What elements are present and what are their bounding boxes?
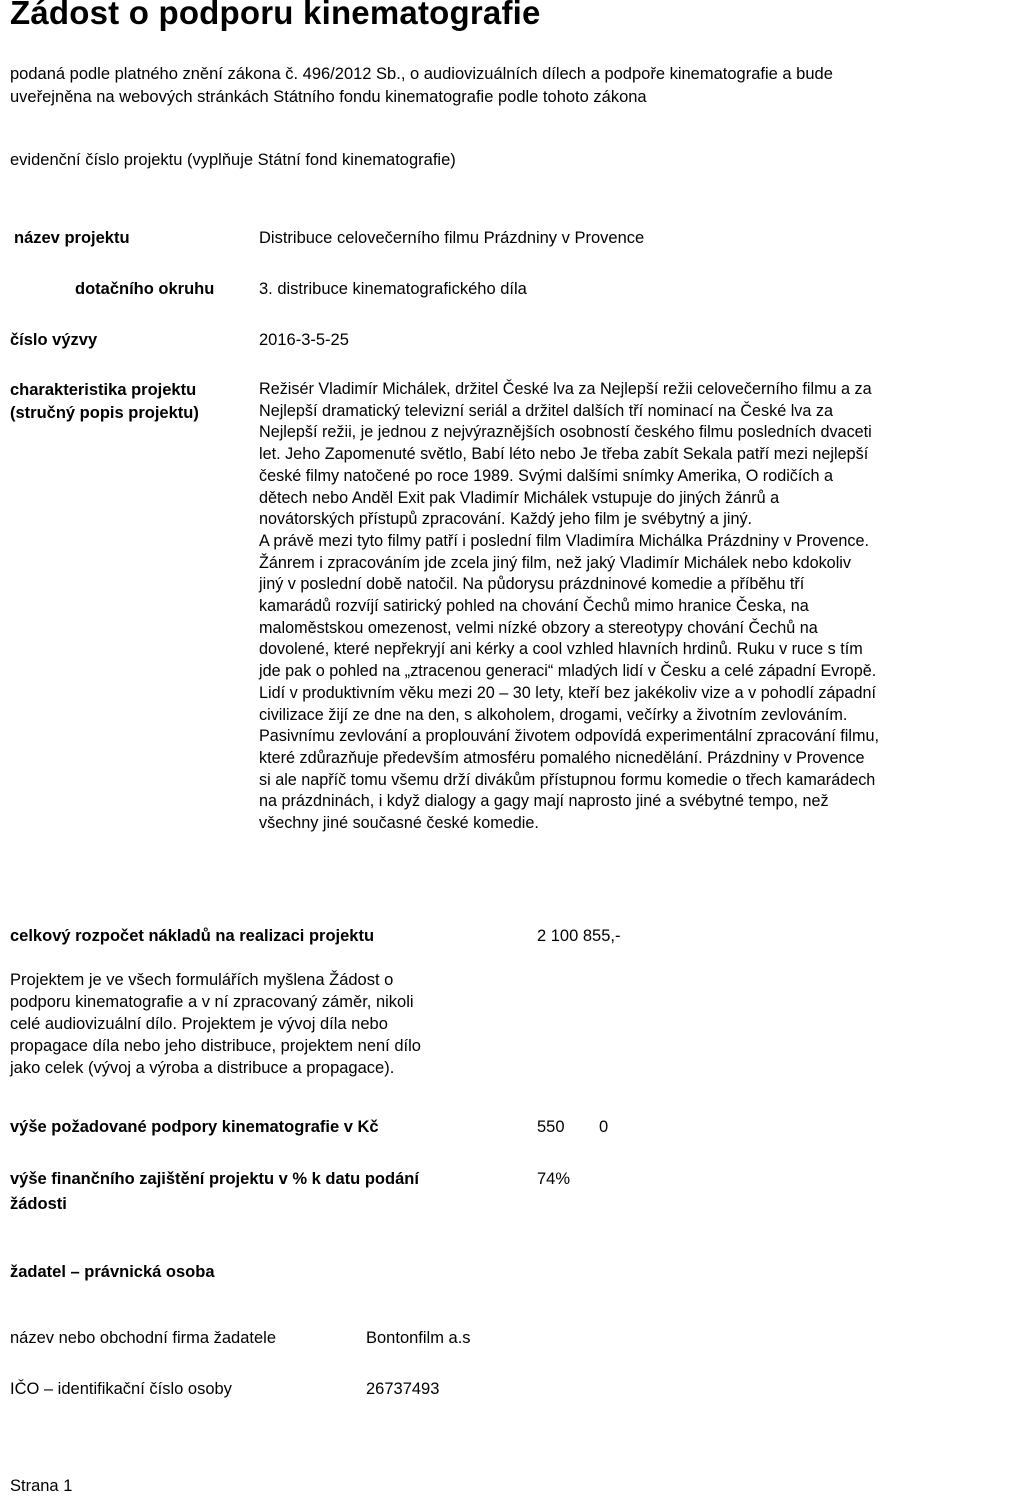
intro-line: uveřejněna na webových stránkách Státního fondu kinematografie podle tohoto zákona — [10, 88, 647, 106]
characteristics-sublabel: (stručný popis projektu) — [10, 404, 199, 422]
characteristics-line: české filmy natočené po roce 1989. Svými dalšími snímky Amerika, O rodičích a — [259, 466, 833, 485]
characteristics-line: novátorských přístupů zpracování. Každý jeho film je svébytný a jiný. — [259, 510, 753, 529]
grant-area-label: dotačního okruhu — [75, 280, 215, 298]
characteristics-line: kamarádů rozvíjí satirický pohled na chování Čechů mimo hranice Česka, na — [259, 597, 809, 616]
ico-value: 26737493 — [366, 1380, 440, 1398]
project-name-label: název projektu — [14, 229, 130, 247]
characteristics-line: dovolené, které nepřekryjí ani kérky a cool vzhled hlavních hrdinů. Ruku v ruce s tím — [259, 640, 863, 659]
project-name-value: Distribuce celovečerního filmu Prázdniny v Provence — [259, 229, 645, 247]
document-title: Zádost o podporu kinematografie — [10, 0, 541, 31]
call-number-label: číslo výzvy — [10, 331, 98, 349]
characteristics-line: civilizace žijí ze dne na den, s alkoholem, drogami, večírky a životním zevlováním. — [259, 705, 848, 724]
requested-support-value-part: 0 — [599, 1118, 609, 1136]
characteristics-line: na prázdninách, i když dialogy a gagy mají naprosto jiné a svébytné tempo, než — [259, 792, 829, 811]
project-note-paragraph — [10, 969, 421, 1079]
grant-area-value: 3. distribuce kinematografického díla — [259, 280, 527, 298]
characteristics-line: Nejlepší dramatický televizní seriál a držitel dalších tří nominací na České lva za — [259, 401, 833, 420]
characteristics-line: A právě mezi tyto filmy patří i poslední film Vladimíra Michálka Prázdniny v Provence. — [259, 531, 869, 550]
budget-value: 2 100 855,- — [537, 927, 621, 945]
characteristics-line: Režisér Vladimír Michálek, držitel České lva za Nejlepší režii celovečerního filmu a za — [259, 380, 872, 398]
characteristics-line: let. Jeho Zapomenuté světlo, Babí léto nebo Je třeba zabít Sekala patří mezi nejlepší — [259, 445, 869, 464]
intro-paragraph — [10, 63, 833, 109]
characteristics-paragraph — [259, 379, 879, 835]
financing-value: 74% — [537, 1170, 571, 1188]
characteristics-line: si ale napříč tomu všemu drží divákům přístupnou formu komedie o třech kamarádech — [259, 770, 876, 789]
ico-label: IČO – identifikační číslo osoby — [10, 1380, 232, 1398]
financing-label: výše finančního zajištění projektu v % k datu podání — [10, 1170, 419, 1188]
characteristics-line: Žánrem i zpracováním jde zcela jiný film, než jaký Vladimír Michálek nebo kdokoliv — [259, 553, 851, 572]
characteristics-line: Pasivnímu zevlování a proplouvání životem odpovídá experimentální zpracování filmu, — [259, 727, 879, 746]
characteristics-line: Nejlepší režii, je jednou z nejvýraznějších osobností českého filmu posledních dvaceti — [259, 423, 872, 442]
budget-label: celkový rozpočet nákladů na realizaci projektu — [10, 927, 375, 945]
characteristics-line: jde pak o pohled na „ztracenou generaci“ mladých lidí v Česku a celé západní Evropě. — [259, 662, 877, 681]
company-value: Bontonfilm a.s — [366, 1329, 471, 1347]
intro-line: podaná podle platného znění zákona č. 496/2012 Sb., o audiovizuálních dílech a podpoře kinematografie a bude — [10, 65, 833, 83]
applicant-heading: žadatel – právnická osoba — [10, 1263, 215, 1281]
project-note-line: Projektem je ve všech formulářích myšlena Žádost o — [10, 971, 394, 989]
requested-support-value: 550 — [537, 1118, 565, 1136]
characteristics-line: maloměstskou omezenost, velmi nízké obzory a stereotypy chování Čechů na — [259, 618, 818, 637]
project-note-line: jako celek (vývoj a výroba a distribuce a propagace). — [10, 1059, 395, 1077]
characteristics-line: které zdůrazňuje především atmosféru pomalého nicnedělání. Prázdniny v Provence — [259, 748, 865, 767]
characteristics-line: všechny jiné současné české komedie. — [259, 814, 539, 833]
project-note-line: celé audiovizuální dílo. Projektem je vývoj díla nebo — [10, 1015, 388, 1033]
financing-label-continued: žádosti — [10, 1195, 67, 1213]
page-footer: Strana 1 — [10, 1477, 73, 1495]
evidence-number-label: evidenční číslo projektu (vyplňuje Státní fond kinematografie) — [10, 151, 456, 169]
company-label: název nebo obchodní firma žadatele — [10, 1329, 277, 1347]
project-note-line: propagace díla nebo jeho distribuce, projektem není dílo — [10, 1037, 421, 1055]
characteristics-line: Lidí v produktivním věku mezi 20 – 30 lety, kteří bez jakékoliv vize a v pohodlí západní — [259, 683, 876, 702]
project-note-line: podporu kinematografie a v ní zpracovaný záměr, nikoli — [10, 993, 414, 1011]
call-number-value: 2016-3-5-25 — [259, 331, 349, 349]
requested-support-label: výše požadované podpory kinematografie v Kč — [10, 1118, 379, 1136]
characteristics-line: dětech nebo Anděl Exit pak Vladimír Michálek vstupuje do jiných žánrů a — [259, 488, 780, 507]
characteristics-label: charakteristika projektu — [10, 381, 197, 399]
characteristics-line: jiný v poslední době natočil. Na půdorysu prázdninové komedie a příběhu tří — [259, 575, 805, 594]
